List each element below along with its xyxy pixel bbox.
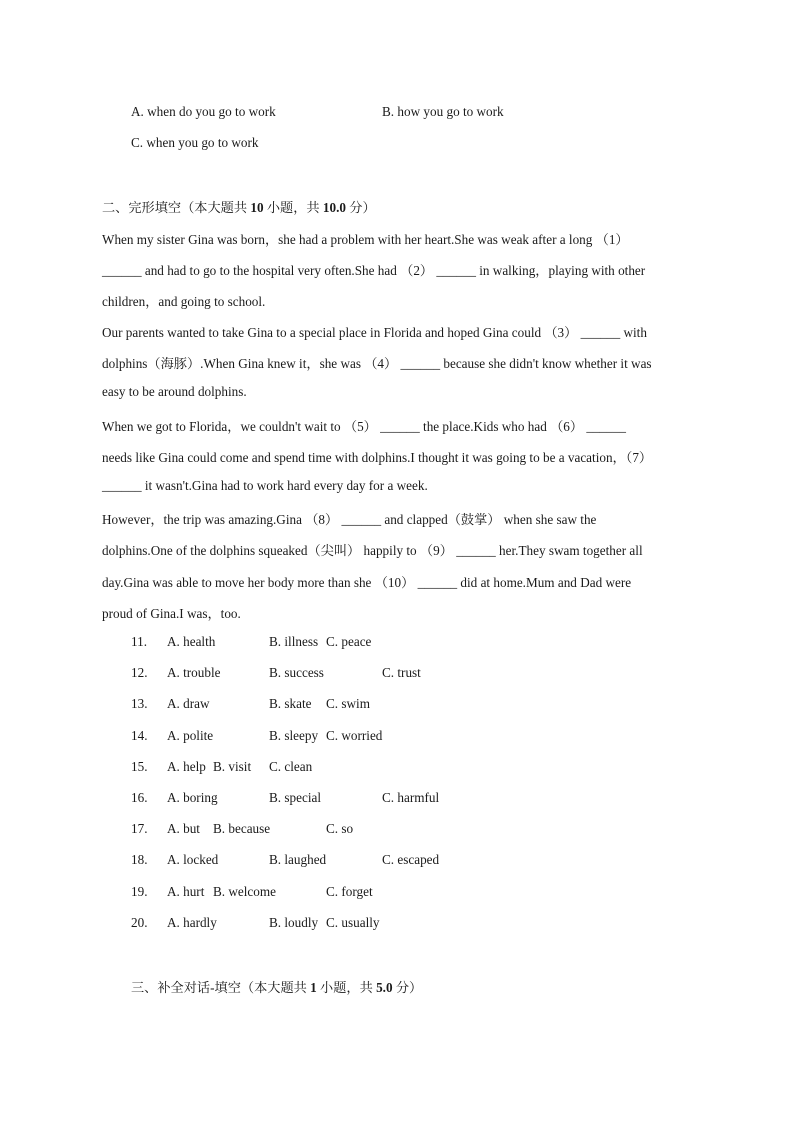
option-b[interactable]: B. special <box>269 790 322 805</box>
question-number: 12. <box>131 665 148 680</box>
passage-line: dolphins.One of the dolphins squeaked（尖叫） happily to （9） ______ her.They swam together all <box>102 543 643 558</box>
passage-line: Our parents wanted to take Gina to a special place in Florida and hoped Gina could （3） ______ with <box>102 325 647 340</box>
passage-line: easy to be around dolphins. <box>102 384 247 399</box>
passage-line: ______ and had to go to the hospital very often.She had （2） ______ in walking，playing with other <box>102 263 646 278</box>
section3-title-prefix: 三、补全对话-填空（本大题共 <box>131 980 311 995</box>
section2-title-prefix: 二、完形填空（本大题共 <box>102 200 251 215</box>
section3-title <box>131 977 422 996</box>
option-b[interactable]: B. welcome <box>213 884 276 899</box>
option-b[interactable]: B. success <box>269 665 324 680</box>
question-number: 20. <box>131 915 148 930</box>
passage-line: day.Gina was able to move her body more than she （10） ______ did at home.Mum and Dad were <box>102 575 632 590</box>
option-c[interactable]: C. clean <box>269 759 313 774</box>
option-b[interactable]: B. sleepy <box>269 728 319 743</box>
passage-line: ______ it wasn't.Gina had to work hard every day for a week. <box>102 478 428 493</box>
question-number: 16. <box>131 790 148 805</box>
section2-title <box>102 197 376 216</box>
option-c[interactable]: C. worried <box>326 728 383 743</box>
section2-score: 10.0 <box>322 200 346 215</box>
option-b[interactable]: B. laughed <box>269 852 327 867</box>
option-a[interactable]: A. boring <box>167 790 218 805</box>
section2-title-mid: 小题，共 <box>263 200 323 215</box>
option-a[interactable]: A. polite <box>167 728 214 743</box>
section3-score: 5.0 <box>376 980 393 995</box>
option-a[interactable]: A. draw <box>167 696 210 711</box>
option-b[interactable]: B. illness <box>269 634 319 649</box>
passage-line: However，the trip was amazing.Gina （8） ______ and clapped（鼓掌） when she saw the <box>102 512 597 527</box>
passage-line: dolphins（海豚）.When Gina knew it，she was （4） ______ because she didn't know whether it was <box>102 356 652 371</box>
passage-line: proud of Gina.I was，too. <box>102 606 241 621</box>
passage-line: children，and going to school. <box>102 294 266 309</box>
option-a[interactable]: A. help <box>167 759 206 774</box>
option-a[interactable]: A. locked <box>167 852 219 867</box>
question-number: 15. <box>131 759 148 774</box>
option-c[interactable]: C. forget <box>326 884 373 899</box>
option-b[interactable]: B. visit <box>213 759 252 774</box>
prev-option-b: B. how you go to work <box>382 104 504 119</box>
option-a[interactable]: A. hurt <box>167 884 205 899</box>
option-c[interactable]: C. harmful <box>382 790 440 805</box>
question-number: 18. <box>131 852 148 867</box>
option-a[interactable]: A. trouble <box>167 665 221 680</box>
question-number: 19. <box>131 884 148 899</box>
question-number: 17. <box>131 821 148 836</box>
option-a[interactable]: A. but <box>167 821 200 836</box>
question-number: 11. <box>131 634 147 649</box>
prev-option-c: C. when you go to work <box>131 135 259 150</box>
section2-title-suffix: 分） <box>345 200 376 215</box>
passage-line: When my sister Gina was born，she had a problem with her heart.She was weak after a long （1） <box>102 232 629 247</box>
option-b[interactable]: B. loudly <box>269 915 319 930</box>
passage-line: When we got to Florida，we couldn't wait to （5） ______ the place.Kids who had （6） ______ <box>102 419 626 434</box>
option-c[interactable]: C. usually <box>326 915 380 930</box>
option-b[interactable]: B. because <box>213 821 271 836</box>
section3-title-suffix: 分） <box>392 980 423 995</box>
option-b[interactable]: B. skate <box>269 696 312 711</box>
option-c[interactable]: C. escaped <box>382 852 440 867</box>
option-a[interactable]: A. health <box>167 634 216 649</box>
question-number: 13. <box>131 696 148 711</box>
option-c[interactable]: C. so <box>326 821 354 836</box>
option-c[interactable]: C. peace <box>326 634 372 649</box>
section3-title-mid: 小题，共 <box>316 980 377 995</box>
passage-line: needs like Gina could come and spend time with dolphins.I thought it was going to be a vacation，（7） <box>102 450 653 465</box>
section3-count: 1 <box>310 980 317 995</box>
section2-count: 10 <box>250 200 264 215</box>
option-c[interactable]: C. swim <box>326 696 370 711</box>
question-number: 14. <box>131 728 148 743</box>
option-c[interactable]: C. trust <box>382 665 421 680</box>
option-a[interactable]: A. hardly <box>167 915 217 930</box>
prev-option-a: A. when do you go to work <box>131 104 276 119</box>
